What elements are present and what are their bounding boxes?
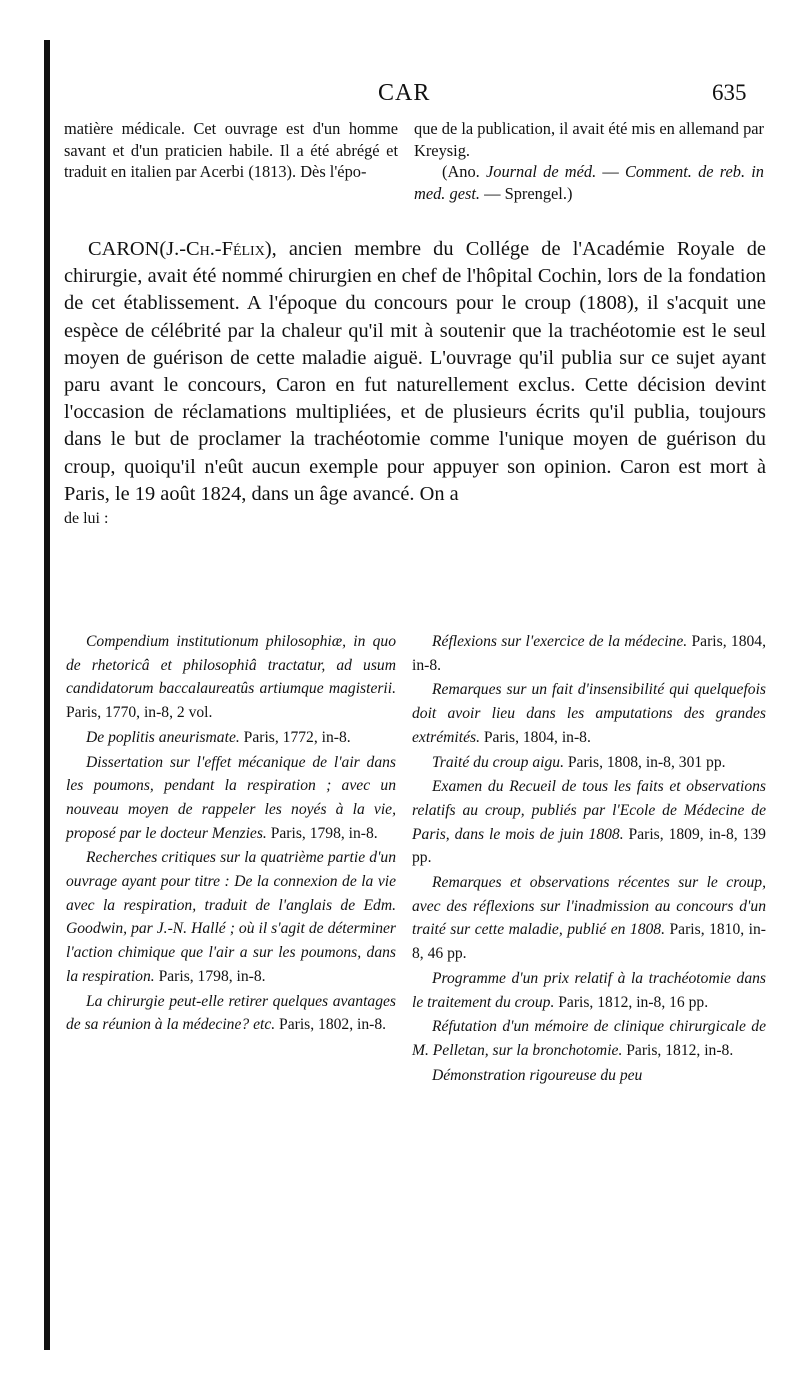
bibliography-item (412, 751, 766, 775)
bibliography-item (412, 871, 766, 966)
page-header (0, 80, 800, 110)
works-left-column (66, 630, 396, 1038)
previous-entry-tail: matière médicale. Cet ouvrage est d'un homme savant et d'un praticien habile. Il a été abrégé et traduit en italien par Acerbi (1813). Dès l'épo- (64, 119, 398, 182)
work-imprint: Paris, 1812, in-8, 16 pp. (554, 993, 709, 1011)
bibliography-item (412, 1064, 766, 1088)
work-title: Remarques sur un fait d'insensibilité qui quelquefois doit avoir lieu dans les amputations des grandes extrémités. (412, 681, 766, 746)
bibliography-item (66, 846, 396, 988)
work-imprint: Paris, 1772, in-8. (239, 728, 351, 746)
work-title: Programme d'un prix relatif à la trachéotomie dans le traitement du croup. (412, 969, 766, 1011)
entry-body: , ancien membre du Collége de l'Académie Royale de chirurgie, avait été nommé chirurgien en chef de l'hôpital Cochin, lors de la fondation de cet établissement. A l'époque du concours pour le croup (1808), il s'acquit une espèce de célébrité par la chaleur qu'il mit à soutenir que la trachéotomie est le seul moyen de guérison de cette maladie aiguë. L'ouvrage qu'il publia sur ce sujet ayant paru avant le concours, Caron en fut naturellement exclus. Cette décision devint l'occasion de réclamations multipliées, et de plusieurs écrits qu'il publia, toujours dans le but de proclamer la trachéotomie comme l'unique moyen de guérison du croup, quoiqu'il n'eût aucun exemple pour appuyer son opinion. Caron est mort à Paris, le 19 août 1824, dans un âge avancé. On a (64, 238, 766, 505)
reference-separator: — (596, 162, 625, 182)
caron-entry (64, 236, 766, 530)
work-imprint: Paris, 1812, in-8. (622, 1041, 734, 1059)
bibliography-item (66, 726, 396, 750)
bibliography-item (412, 967, 766, 1014)
binding-mark (46, 488, 50, 498)
top-right-column (414, 118, 764, 204)
running-head: CAR (378, 80, 431, 106)
work-imprint: Paris, 1810, in-8, 46 pp. (412, 921, 766, 963)
references-open: (Ano. (442, 162, 486, 182)
work-title: Remarques et observations récentes sur le croup, avec des réflexions sur l'inadmission au concours d'un traité sur cette maladie, publié en 1808. (412, 874, 766, 939)
bibliography-item (66, 630, 396, 725)
bibliography-item (66, 751, 396, 846)
entry-forenames: (J.-Ch.-Félix) (159, 238, 272, 260)
work-title: Examen du Recueil de tous les faits et observations relatifs au croup, publiés par l'Ecole de Médecine de Paris, dans le mois de juin 1808. (412, 778, 766, 843)
work-title: Recherches critiques sur la quatrième partie d'un ouvrage ayant pour titre : De la connexion de la vie avec la respiration, traduit de l'anglais de Edm. Goodwin, par J.-N. Hallé ; où il s'agit de déterminer l'action chimique que l'air a sur les poumons, dans la respiration. (66, 849, 396, 985)
bibliography-item (412, 678, 766, 749)
work-title: De poplitis aneurismate. (86, 728, 240, 746)
entry-headword: CARON (88, 238, 160, 260)
work-title: Dissertation sur l'effet mécanique de l'air dans les poumons, pendant la respiration ; avec un nouveau moyen de rappeler les noyés à la vie, proposé par le docteur Menzies. (66, 753, 396, 842)
page-number: 635 (712, 80, 747, 105)
reference-journal: Journal de méd. (485, 162, 597, 182)
work-imprint: Paris, 1809, in-8, 139 pp. (412, 825, 766, 867)
entry-works-intro: de lui : (64, 510, 109, 528)
work-imprint: Paris, 1808, in-8, 301 pp. (563, 753, 726, 771)
bibliography-item (412, 630, 766, 677)
work-title: Traité du croup aigu. (432, 753, 564, 771)
work-imprint: Paris, 1804, in-8. (479, 728, 591, 746)
entry-paragraph (64, 236, 766, 508)
work-title: La chirurgie peut-elle retirer quelques avantages de sa réunion à la médecine? etc. (66, 992, 396, 1034)
work-title: Compendium institutionum philosophiæ, in quo de rhetoricâ et philosophiâ tractatur, ad usum candidatorum baccalaureatûs artiumque magisterii. (66, 633, 396, 698)
work-title: Démonstration rigoureuse du peu (432, 1066, 643, 1084)
work-title: Réflexions sur l'exercice de la médecine. (432, 633, 688, 650)
work-imprint: Paris, 1798, in-8. (154, 967, 266, 985)
reference-sprengel: — Sprengel.) (480, 183, 573, 203)
references (414, 161, 764, 204)
work-imprint: Paris, 1770, in-8, 2 vol. (66, 704, 213, 722)
top-left-column (64, 118, 398, 183)
previous-entry-continuation: que de la publication, il avait été mis en allemand par Kreysig. (414, 119, 764, 160)
bibliography-item (412, 1015, 766, 1062)
work-title: Réfutation d'un mémoire de clinique chirurgicale de M. Pelletan, sur la bronchotomie. (412, 1018, 766, 1059)
work-imprint: Paris, 1798, in-8. (266, 824, 378, 842)
works-right-column (412, 630, 766, 1088)
reference-commentarii: Comment. de reb. in med. gest. (414, 162, 764, 203)
bibliography-item (412, 775, 766, 870)
work-imprint: Paris, 1804, in-8. (412, 633, 767, 674)
binding-edge (44, 40, 50, 1350)
bibliography-item (66, 990, 396, 1037)
work-imprint: Paris, 1802, in-8. (275, 1016, 387, 1034)
